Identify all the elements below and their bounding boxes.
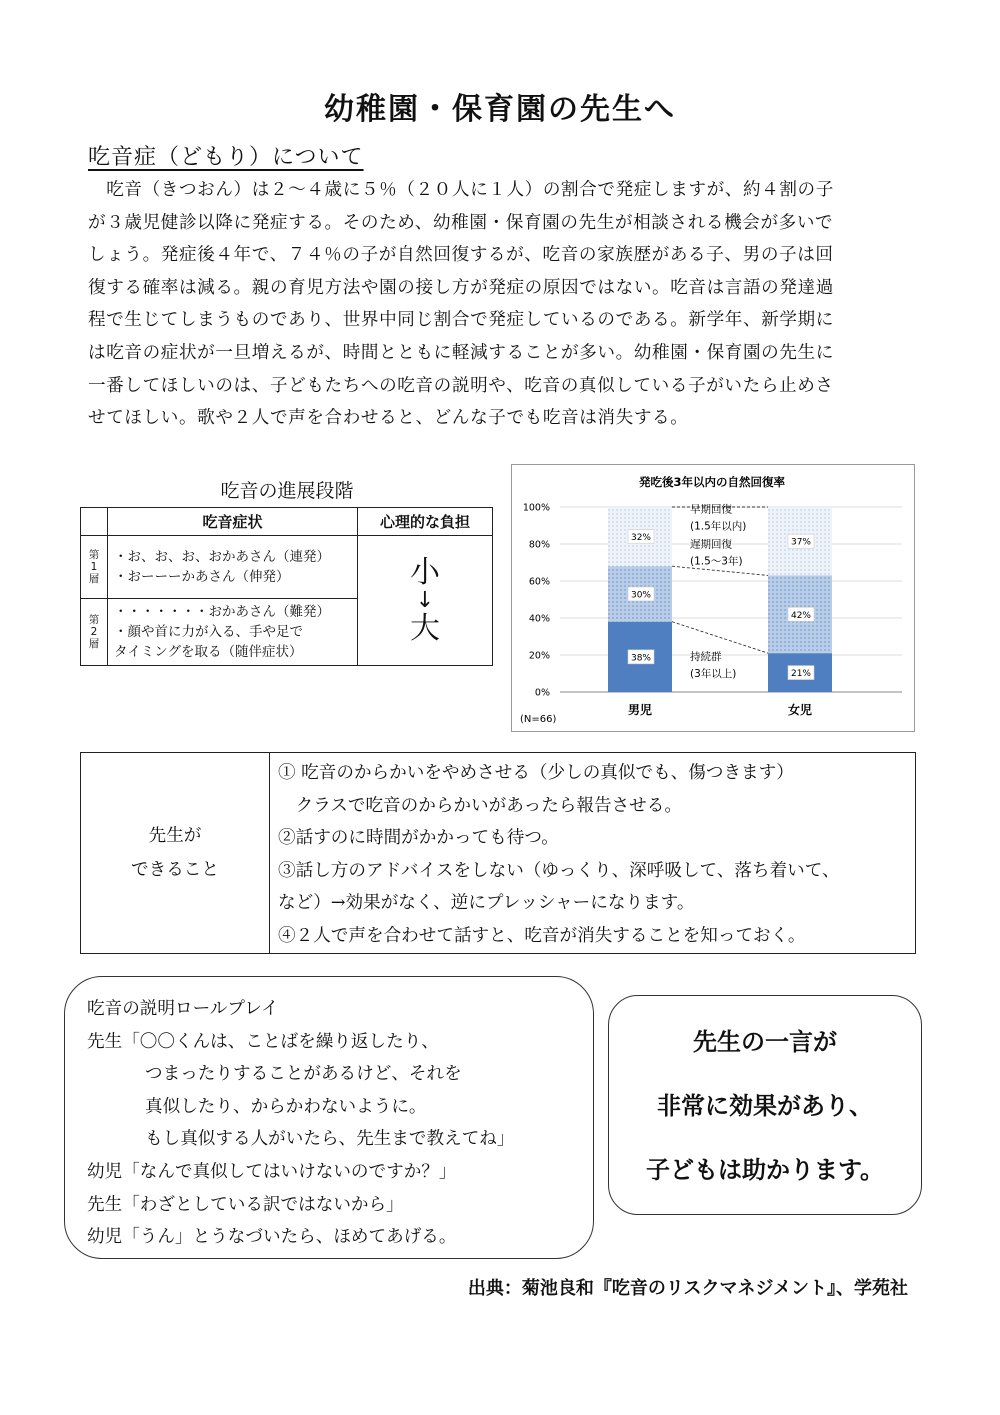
sample-size-note: (N=66): [520, 714, 557, 725]
data-label: 37%: [790, 537, 812, 548]
legend-label: 持続群: [690, 651, 722, 663]
legend-label: 遅期回復: [690, 538, 732, 551]
symptom-line: ・顔や首に力が入る、手や足で: [114, 624, 303, 640]
y-tick-label: 100%: [522, 502, 550, 514]
intro-line: せてほしい。歌や２人で声を合わせると、どんな子でも吃音は消失する。: [88, 408, 689, 429]
recovery-chart: [511, 464, 915, 732]
source-citation: 出典：菊池良和『吃音のリスクマネジメント』、学苑社: [467, 1278, 908, 1299]
section-heading: 吃音症（どもり）について: [88, 145, 364, 170]
connector-line: [672, 622, 768, 653]
y-tick-label: 80%: [528, 539, 550, 551]
down-arrow-icon: ↓: [415, 587, 435, 613]
data-label: 32%: [630, 533, 652, 544]
y-tick-label: 60%: [528, 576, 550, 588]
intro-line: 吃音（きつおん）は２～４歳に５％（２０人に１人）の割合で発症しますが、約４割の子: [88, 180, 834, 200]
data-label: 21%: [790, 669, 812, 680]
label-line: できること: [131, 859, 219, 880]
legend-sublabel: (1.5〜3年): [690, 555, 743, 568]
legend-label: 早期回復: [690, 503, 732, 516]
burden-large: 大: [410, 610, 440, 646]
layer1-label: 第 1 層: [81, 536, 108, 599]
data-label: 38%: [630, 653, 652, 664]
x-tick-label: 女児: [787, 703, 813, 717]
action-item: など）→効果がなく、逆にプレッシャーになります。: [278, 893, 695, 914]
teacher-actions-label: [81, 753, 270, 954]
action-item: ③話し方のアドバイスをしない（ゆっくり、深呼吸して、落ち着いて、: [278, 860, 840, 881]
page-title: 幼稚園・保育園の先生へ: [324, 92, 676, 127]
burden-header: 心理的な負担: [358, 508, 493, 536]
stages-table: [80, 507, 493, 666]
symptom-header: 吃音症状: [108, 508, 358, 536]
action-item: ④２人で声を合わせて話すと、吃音が消失することを知っておく。: [278, 925, 806, 946]
layer1-symptoms: [108, 536, 358, 599]
intro-line: 一番してほしいのは、子どもたちへの吃音の説明や、吃音の真似している子がいたら止めさ: [88, 375, 834, 396]
layer2-symptoms: [108, 599, 358, 666]
stages-title: 吃音の進展段階: [220, 480, 354, 502]
layer2-label: 第 2 層: [81, 599, 108, 666]
message-line: 非常に効果があり、: [657, 1091, 873, 1120]
roleplay-line: 先生「わざとしている訳ではないから」: [87, 1194, 404, 1215]
label-line: 先生が: [148, 825, 202, 846]
message-line: 先生の一言が: [693, 1027, 837, 1056]
action-item: クラスで吃音のからかいがあったら報告させる。: [278, 795, 682, 816]
stages-corner-cell: [81, 508, 108, 536]
data-label: 42%: [790, 610, 812, 621]
roleplay-line: 幼児「うん」とうなづいたら、ほめてあげる。: [87, 1227, 457, 1248]
intro-line: 程で生じてしまうものであり、世界中同じ割合で発症しているのである。新学年、新学期に: [88, 310, 834, 331]
intro-line: は吃音の症状が一旦増えるが、時間とともに軽減することが多い。幼稚園・保育園の先生に: [88, 342, 834, 363]
symptom-line: タイミングを取る（随伴症状）: [114, 644, 303, 660]
y-tick-label: 20%: [528, 650, 550, 662]
burden-scale: [358, 536, 493, 666]
intro-line: が３歳児健診以降に発症する。そのため、幼稚園・保育園の先生が相談される機会が多いで: [88, 212, 834, 233]
roleplay-line: 先生「〇〇くんは、ことばを繰り返したり、: [87, 1031, 439, 1052]
y-tick-label: 40%: [528, 613, 550, 625]
symptom-line: ・おーーーかあさん（伸発）: [114, 569, 290, 585]
burden-small: 小: [410, 554, 440, 590]
data-label: 30%: [630, 590, 652, 601]
roleplay-line: 幼児「なんで真似してはいけないのですか？」: [87, 1161, 457, 1182]
roleplay-line: もし真似する人がいたら、先生まで教えてね」: [145, 1129, 515, 1150]
teacher-actions-list: [270, 753, 916, 954]
intro-line: 復する確率は減る。親の育児方法や園の接し方が発症の原因ではない。吃音は言語の発達過: [88, 277, 834, 298]
action-item: ②話すのに時間がかかっても待つ。: [278, 828, 559, 849]
teacher-message-box: [608, 995, 922, 1215]
intro-paragraph: [88, 174, 914, 435]
message-line: 子どもは助かります。: [645, 1155, 885, 1184]
recovery-chart-svg: [512, 465, 913, 730]
action-item: ① 吃音のからかいをやめさせる（少しの真似でも、傷つきます）: [278, 763, 794, 783]
chart-title: 発吃後3年以内の自然回復率: [638, 475, 786, 489]
legend-sublabel: (1.5年以内): [690, 520, 747, 533]
teacher-actions-table: [80, 752, 916, 954]
x-tick-label: 男児: [627, 703, 653, 717]
symptom-line: ・・・・・・・おかあさん（難発）: [114, 604, 330, 620]
y-tick-label: 0%: [534, 687, 550, 699]
intro-line: しょう。発症後４年で、７４％の子が自然回復するが、吃音の家族歴がある子、男の子は回: [88, 245, 834, 266]
roleplay-line: つまったりすることがあるけど、それを: [145, 1064, 462, 1085]
roleplay-title: 吃音の説明ロールプレイ: [87, 999, 279, 1019]
roleplay-box: [64, 976, 594, 1259]
symptom-line: ・お、お、お、おかあさん（連発）: [114, 549, 330, 565]
legend-sublabel: (3年以上): [690, 668, 737, 680]
roleplay-line: 真似したり、からかわないように。: [145, 1096, 427, 1117]
